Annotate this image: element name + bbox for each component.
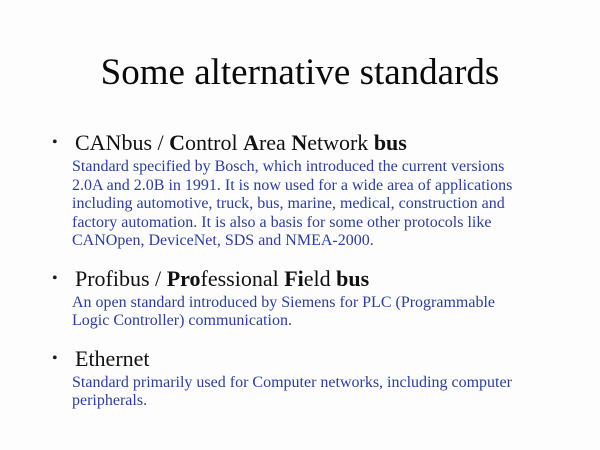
heading-segment: Ethernet [75,345,150,371]
bullet-heading [75,266,564,292]
body-line: factory automation. It is also a basis for some other protocols like [72,213,492,231]
bullet-item-profibus [52,266,564,331]
heading-segment: A [243,130,259,155]
bullet-dot: • [52,269,58,287]
bullet-item-canbus [52,130,564,251]
bullet-heading [75,130,564,156]
heading-segment: etwork [307,130,374,155]
heading-segment: bus [336,265,370,291]
body-line: Logic Controller) communication. [72,312,292,329]
bullet-body [72,374,564,411]
slide-title: Some alternative standards [100,52,500,93]
bullet-heading [75,346,564,372]
bullet-dot: • [52,349,58,367]
heading-segment: ontrol [185,130,244,155]
body-line: Standard specified by Bosch, which introduced the current versions [72,158,505,175]
heading-segment: C [169,130,186,155]
bullet-content [72,265,564,331]
bullet-body [72,158,564,251]
body-line: An open standard introduced by Siemens for PLC (Programmable [72,293,496,311]
heading-segment: Profibus / [75,265,167,291]
heading-segment: N [291,130,308,155]
body-line: including automotive, truck, bus, marine, medical, construction and [72,195,505,212]
bullet-dot: • [52,134,58,151]
bullet-content [72,130,564,251]
bullet-content [72,345,564,411]
heading-segment: bus [373,130,407,155]
bullet-item-ethernet [52,346,564,411]
body-line: CANOpen, DeviceNet, SDS and NMEA-2000. [72,232,374,249]
body-line: peripherals. [72,392,148,409]
heading-segment: Pro [166,265,201,291]
bullet-body [72,294,564,331]
heading-segment: Fi [284,265,304,291]
heading-segment: CANbus / [75,130,170,155]
heading-segment: eld [303,265,337,291]
heading-segment: rea [258,130,292,155]
body-line: Standard primarily used for Computer networks, including computer [72,373,512,391]
heading-segment: fessional [200,265,285,291]
bullet-list [52,130,564,426]
body-line: 2.0A and 2.0B in 1991. It is now used for a wide area of applications [72,176,513,194]
